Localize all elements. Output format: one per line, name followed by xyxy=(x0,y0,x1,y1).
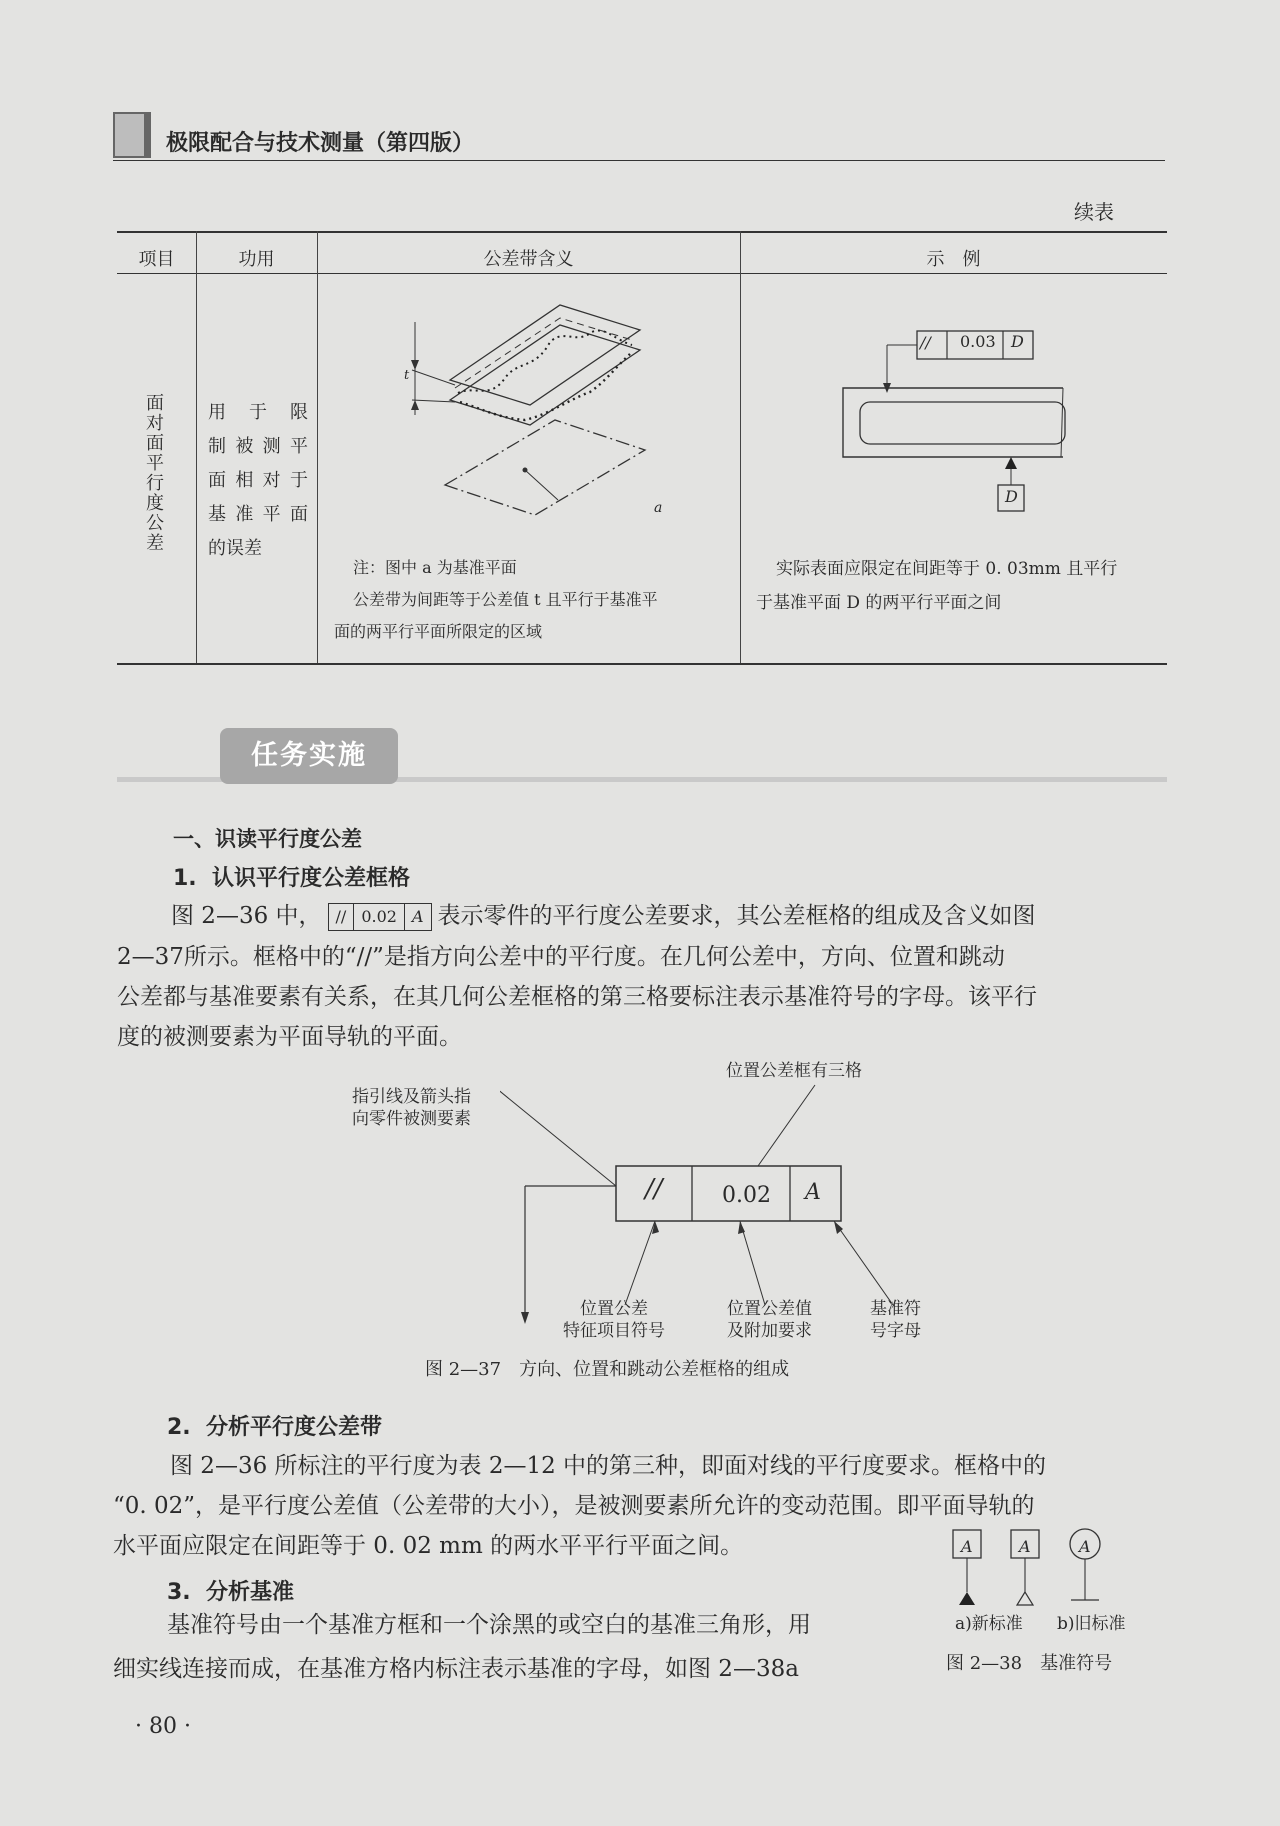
frame-datum: A xyxy=(805,1180,821,1205)
label-new-standard: a)新标准 xyxy=(955,1614,1023,1634)
label-char-symbol: 位置公差 特征项目符号 xyxy=(563,1299,665,1341)
example-line-2: 于基准平面 D 的两平行平面之间 xyxy=(756,593,1002,613)
frame-value: 0.02 xyxy=(722,1183,771,1208)
chapter-mark xyxy=(113,112,151,158)
table-bottom-rule xyxy=(117,663,1167,665)
figure-2-37-caption: 图 2—37 方向、位置和跳动公差框格的组成 xyxy=(425,1359,790,1380)
table-col-divider xyxy=(740,231,741,663)
header-rule xyxy=(113,160,1165,161)
col-header-meaning: 公差带含义 xyxy=(483,249,574,270)
example-frame-symbol: // xyxy=(920,333,931,352)
example-part-diagram xyxy=(835,325,1075,515)
book-title: 极限配合与技术测量（第四版） xyxy=(166,131,475,156)
table-header-rule xyxy=(117,273,1167,274)
note-line-1: 注：图中 a 为基准平面 xyxy=(353,558,517,577)
heading-1: 一、识读平行度公差 xyxy=(173,827,362,851)
para2-line2: “0. 02”，是平行度公差值（公差带的大小），是被测要素所允许的变动范围。即平面导轨的 xyxy=(113,1493,1035,1519)
row-function-text: 用于限 制被测平 面相对于 基准平面 的误差 xyxy=(208,402,308,559)
subheading-2: 2. 分析平行度公差带 xyxy=(167,1415,383,1440)
figure-2-37-diagram xyxy=(500,1080,900,1360)
tolerance-zone-diagram xyxy=(400,290,663,540)
table-col-divider xyxy=(317,231,318,663)
subheading-3: 3. 分析基准 xyxy=(167,1580,295,1605)
para1-line1: 图 2—36 中， // 0.02 A 表示零件的平行度公差要求，其公差框格的组成及含义如图 xyxy=(171,903,1036,929)
datum-letter-new: A xyxy=(961,1537,973,1556)
para3-line1: 基准符号由一个基准方框和一个涂黑的或空白的基准三角形，用 xyxy=(167,1612,811,1638)
col-header-function: 功用 xyxy=(238,249,275,270)
para1-line4: 度的被测要素为平面导轨的平面。 xyxy=(117,1024,462,1050)
label-datum-letter: 基准符 号字母 xyxy=(870,1299,921,1341)
page-number: · 80 · xyxy=(135,1714,191,1739)
para1-line3: 公差都与基准要素有关系，在其几何公差框格的第三格要标注表示基准符号的字母。该平行 xyxy=(117,984,1037,1010)
subheading-1: 1. 认识平行度公差框格 xyxy=(173,866,411,891)
row-item-label: 面对面平行度公差 xyxy=(146,393,164,554)
datum-letter-old-tri: A xyxy=(1019,1537,1031,1556)
label-t: t xyxy=(404,368,410,383)
table-top-rule xyxy=(117,231,1167,233)
para2-line1: 图 2—36 所标注的平行度为表 2—12 中的第三种，即面对线的平行度要求。框格中的 xyxy=(170,1453,1047,1479)
section-tag: 任务实施 xyxy=(220,728,398,784)
frame-symbol: // xyxy=(645,1174,663,1204)
label-three-cells: 位置公差框有三格 xyxy=(726,1061,862,1081)
label-tol-value: 位置公差值 及附加要求 xyxy=(727,1299,812,1341)
col-header-example: 示 例 xyxy=(926,249,981,270)
figure-2-38-caption: 图 2—38 基准符号 xyxy=(946,1653,1113,1674)
label-a: a xyxy=(654,500,663,516)
continued-label: 续表 xyxy=(1074,200,1114,224)
inline-tolerance-frame: // 0.02 A xyxy=(328,903,432,931)
label-leader: 指引线及箭头指 向零件被测要素 xyxy=(352,1087,471,1129)
para3-line2: 细实线连接而成，在基准方格内标注表示基准的字母，如图 2—38a xyxy=(113,1656,799,1682)
datum-letter-old-circle: A xyxy=(1079,1537,1091,1556)
example-frame-value: 0.03 xyxy=(960,332,996,351)
note-line-3: 面的两平行平面所限定的区域 xyxy=(334,622,543,641)
col-header-item: 项目 xyxy=(138,249,175,270)
para1-line2: 2—37所示。框格中的“//”是指方向公差中的平行度。在几何公差中，方向、位置和跳动 xyxy=(117,944,1005,970)
example-line-1: 实际表面应限定在间距等于 0. 03mm 且平行 xyxy=(776,559,1118,579)
example-frame-datum: D xyxy=(1011,332,1024,351)
note-line-2: 公差带为间距等于公差值 t 且平行于基准平 xyxy=(353,590,658,609)
para2-line3: 水平面应限定在间距等于 0. 02 mm 的两水平平行平面之间。 xyxy=(113,1533,744,1559)
table-col-divider xyxy=(196,231,197,663)
example-datum-letter: D xyxy=(1005,487,1018,506)
label-old-standard: b)旧标准 xyxy=(1057,1614,1126,1634)
